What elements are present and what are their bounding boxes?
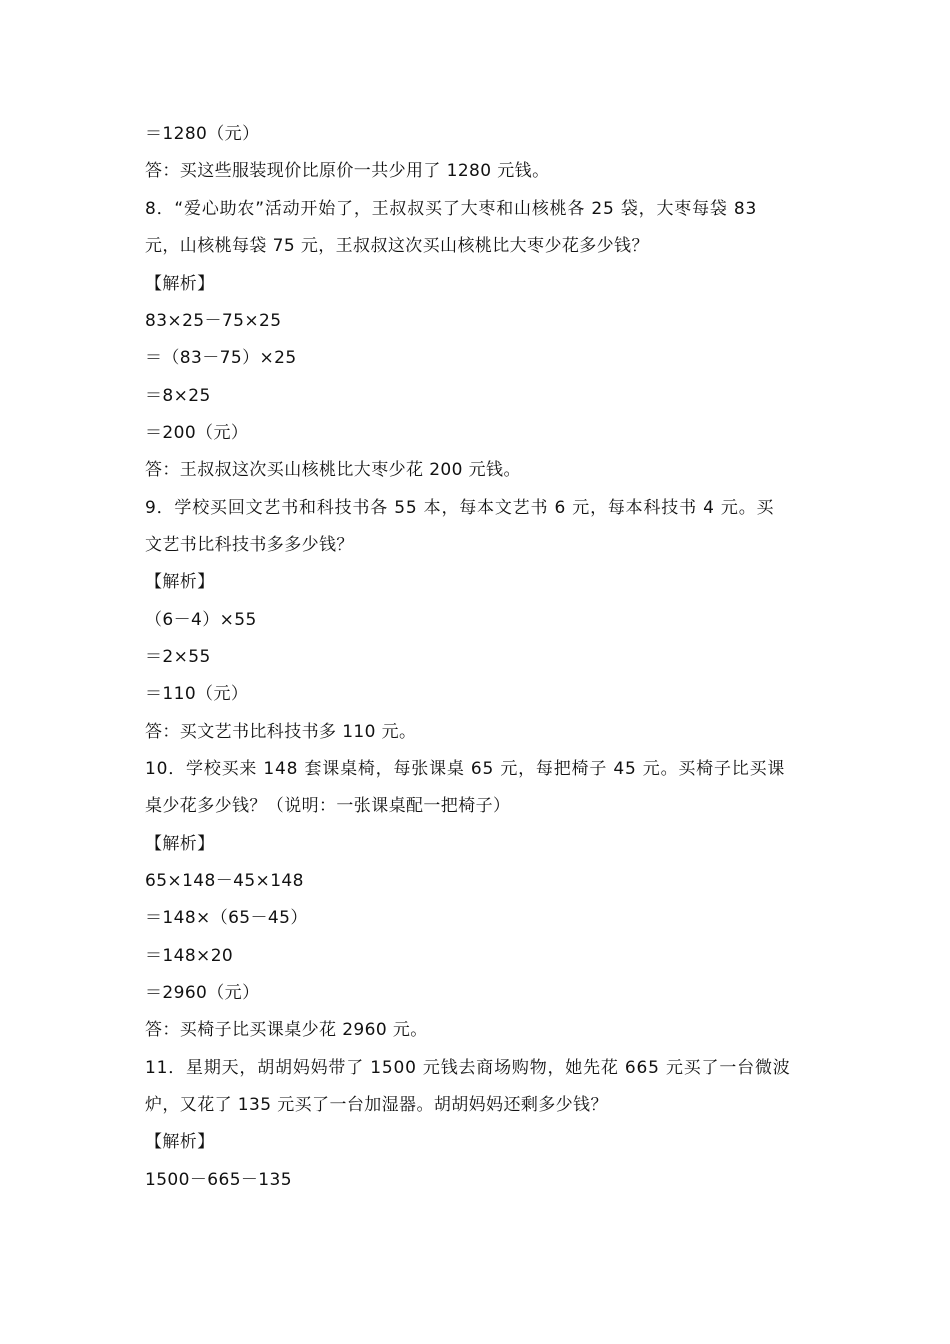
equation-line: ＝1280（元） [145,124,260,144]
equation-line: ＝8×25 [145,386,211,406]
equation-line: 65×148－45×148 [145,871,304,891]
answer-line: 答：王叔叔这次买山核桃比大枣少花 200 元钱。 [145,460,521,480]
question-8-line-2: 元，山核桃每袋 75 元，王叔叔这次买山核桃比大枣少花多少钱？ [145,236,649,256]
answer-line: 答：买椅子比买课桌少花 2960 元。 [145,1020,428,1040]
analysis-heading: 【解析】 [145,1132,215,1152]
equation-line: ＝2×55 [145,647,211,667]
question-11-line-1: 11．星期天，胡胡妈妈带了 1500 元钱去商场购物，她先花 665 元买了一台微波 [145,1058,791,1078]
equation-line: 83×25－75×25 [145,311,282,331]
equation-line: 1500－665－135 [145,1170,292,1190]
answer-line: 答：买文艺书比科技书多 110 元。 [145,722,417,742]
equation-line: ＝（83－75）×25 [145,348,297,368]
equation-line: ＝110（元） [145,684,249,704]
equation-line: ＝200（元） [145,423,249,443]
equation-line: （6－4）×55 [145,610,257,630]
equation-line: ＝148×20 [145,946,234,966]
question-11-line-2: 炉，又花了 135 元买了一台加湿器。胡胡妈妈还剩多少钱？ [145,1095,608,1115]
question-10-line-1: 10．学校买来 148 套课桌椅，每张课桌 65 元，每把椅子 45 元。买椅子比买课 [145,759,786,779]
question-10-line-2: 桌少花多少钱？（说明：一张课桌配一把椅子） [145,796,511,816]
question-9-line-2: 文艺书比科技书多多少钱？ [145,535,354,555]
analysis-heading: 【解析】 [145,834,215,854]
question-9-line-1: 9．学校买回文艺书和科技书各 55 本，每本文艺书 6 元，每本科技书 4 元。买 [145,498,775,518]
equation-line: ＝148×（65－45） [145,908,308,928]
analysis-heading: 【解析】 [145,274,215,294]
answer-line: 答：买这些服装现价比原价一共少用了 1280 元钱。 [145,161,550,181]
equation-line: ＝2960（元） [145,983,260,1003]
analysis-heading: 【解析】 [145,572,215,592]
question-8-line-1: 8．“爱心助农”活动开始了，王叔叔买了大枣和山核桃各 25 袋，大枣每袋 83 [145,199,758,219]
